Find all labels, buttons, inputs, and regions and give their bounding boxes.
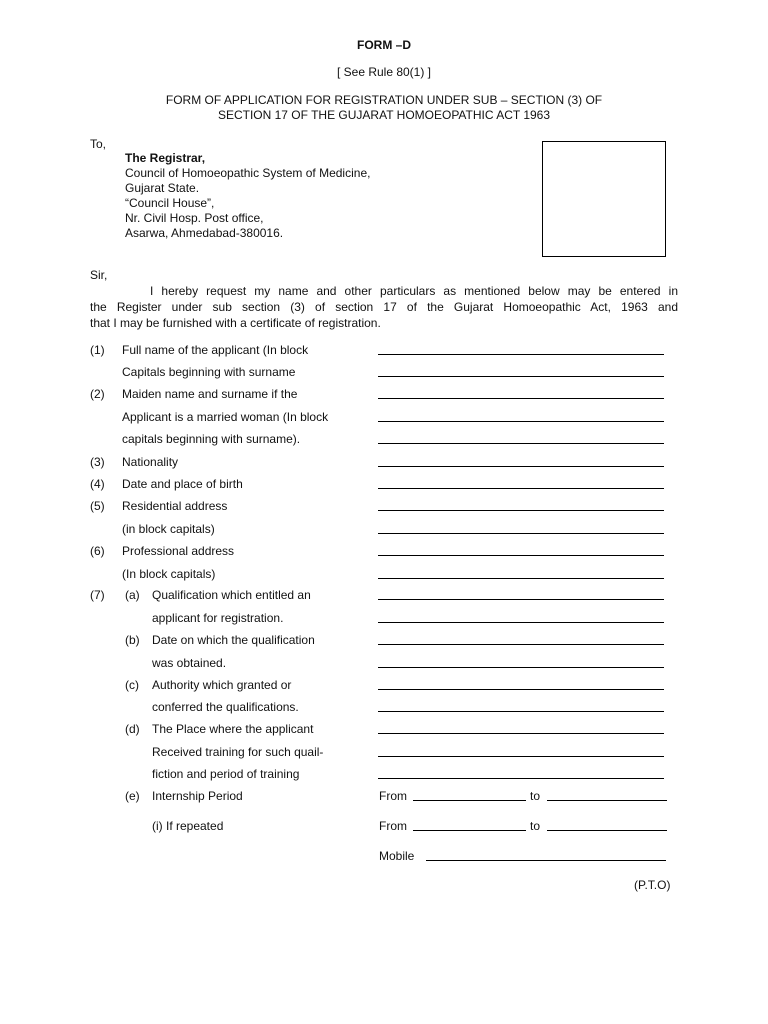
item-label-training-2: Received training for such quail- (152, 745, 324, 759)
address-line-city: Asarwa, Ahmedabad-380016. (125, 226, 284, 240)
sub-item-a: (a) (125, 588, 140, 602)
item-label-nationality: Nationality (122, 455, 179, 469)
sub-item-b: (b) (125, 633, 140, 647)
item-label-maiden-name-3: capitals beginning with surname). (122, 432, 301, 446)
internship-to-line[interactable] (547, 800, 667, 801)
form-title-line-1: FORM OF APPLICATION FOR REGISTRATION UNDER SUB – SECTION (3) OF (165, 93, 603, 107)
answer-line-qual-date-1[interactable] (378, 644, 664, 645)
answer-line-nationality[interactable] (378, 466, 664, 467)
item-label-qualification-1: Qualification which entitled an (152, 588, 311, 602)
answer-line-residential-2[interactable] (378, 533, 664, 534)
item-label-authority-2: conferred the qualifications. (152, 700, 299, 714)
mobile-line[interactable] (426, 860, 666, 861)
item-number-6: (6) (90, 544, 105, 558)
answer-line-training-1[interactable] (378, 733, 664, 734)
item-label-qual-date-1: Date on which the qualification (152, 633, 315, 647)
rule-reference: [ See Rule 80(1) ] (336, 65, 432, 79)
address-line-state: Gujarat State. (125, 181, 200, 195)
item-label-residential-2: (in block capitals) (122, 522, 215, 536)
salutation: Sir, (90, 268, 108, 282)
item-label-training-3: fiction and period of training (152, 767, 300, 781)
answer-line-authority-1[interactable] (378, 689, 664, 690)
item-number-4: (4) (90, 477, 105, 491)
item-label-professional-2: (In block capitals) (122, 567, 216, 581)
answer-line-maiden-name-2[interactable] (378, 421, 664, 422)
item-number-5: (5) (90, 499, 105, 513)
answer-line-maiden-name-1[interactable] (378, 398, 664, 399)
answer-line-training-2[interactable] (378, 756, 664, 757)
answer-line-full-name-2[interactable] (378, 376, 664, 377)
answer-line-qual-date-2[interactable] (378, 667, 664, 668)
item-label-qual-date-2: was obtained. (152, 656, 227, 670)
address-line-council: Council of Homoeopathic System of Medicine, (125, 166, 371, 180)
item-label-full-name-2: Capitals beginning with surname (122, 365, 296, 379)
to-label: To, (90, 137, 107, 151)
item-number-1: (1) (90, 343, 105, 357)
address-line-registrar: The Registrar, (125, 151, 206, 165)
address-line-post-office: Nr. Civil Hosp. Post office, (125, 211, 264, 225)
item-label-authority-1: Authority which granted or (152, 678, 292, 692)
item-label-professional-1: Professional address (122, 544, 235, 558)
answer-line-professional-1[interactable] (378, 555, 664, 556)
answer-line-qualification-2[interactable] (378, 622, 664, 623)
repeated-from-line[interactable] (413, 830, 526, 831)
item-label-full-name-1: Full name of the applicant (In block (122, 343, 309, 357)
sub-item-d: (d) (125, 722, 140, 736)
item-label-repeated: (i) If repeated (152, 819, 224, 833)
item-label-internship: Internship Period (152, 789, 243, 803)
mobile-label: Mobile (379, 849, 415, 863)
answer-line-qualification-1[interactable] (378, 599, 664, 600)
sub-item-c: (c) (125, 678, 139, 692)
item-label-maiden-name-1: Maiden name and surname if the (122, 387, 298, 401)
internship-to-label: to (530, 789, 541, 803)
answer-line-authority-2[interactable] (378, 711, 664, 712)
address-line-house: “Council House”, (125, 196, 215, 210)
answer-line-training-3[interactable] (378, 778, 664, 779)
repeated-to-line[interactable] (547, 830, 667, 831)
item-label-qualification-2: applicant for registration. (152, 611, 284, 625)
letter-body (90, 283, 678, 331)
item-label-residential-1: Residential address (122, 499, 228, 513)
item-label-birth: Date and place of birth (122, 477, 243, 491)
pto-note: (P.T.O) (634, 878, 671, 892)
item-label-training-1: The Place where the applicant (152, 722, 314, 736)
answer-line-birth[interactable] (378, 488, 664, 489)
repeated-to-label: to (530, 819, 541, 833)
item-number-7: (7) (90, 588, 105, 602)
item-number-2: (2) (90, 387, 105, 401)
letter-body-line-3: that I may be furnished with a certificate of registration. (90, 316, 381, 330)
answer-line-full-name-1[interactable] (378, 354, 664, 355)
answer-line-residential-1[interactable] (378, 510, 664, 511)
form-heading: FORM –D (357, 38, 411, 52)
item-number-3: (3) (90, 455, 105, 469)
answer-line-maiden-name-3[interactable] (378, 443, 664, 444)
item-label-maiden-name-2: Applicant is a married woman (In block (122, 410, 329, 424)
internship-from-line[interactable] (413, 800, 526, 801)
letter-body-line-2: the Register under sub section (3) of section 17 of the Gujarat Homoeopathic Act, 1963 and (90, 300, 678, 314)
sub-item-e: (e) (125, 789, 140, 803)
letter-body-line-1: I hereby request my name and other particulars as mentioned below may be entered in (150, 284, 678, 298)
internship-from-label: From (379, 789, 407, 803)
answer-line-professional-2[interactable] (378, 578, 664, 579)
repeated-from-label: From (379, 819, 407, 833)
photo-box (542, 141, 666, 257)
form-title-line-2: SECTION 17 OF THE GUJARAT HOMOEOPATHIC ACT 1963 (217, 108, 551, 122)
